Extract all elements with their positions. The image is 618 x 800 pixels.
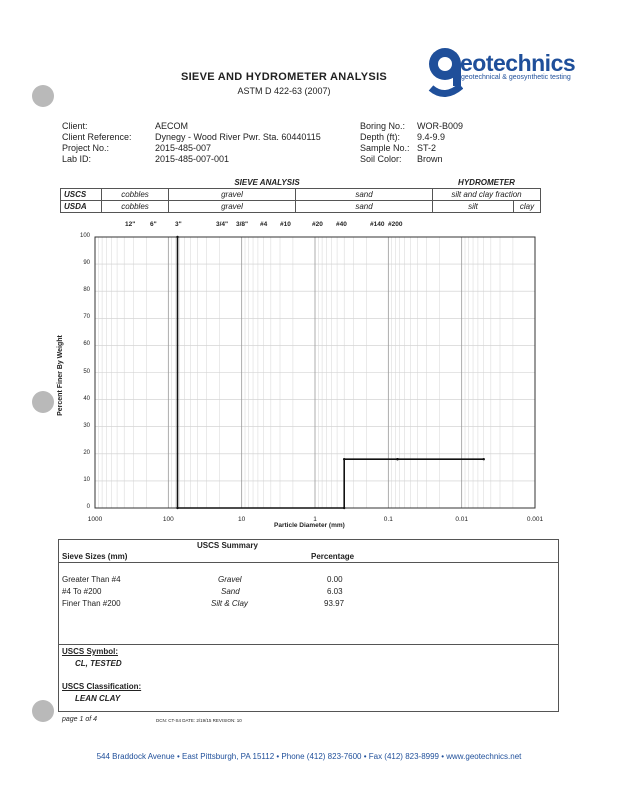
x-tick-label: 0.1 xyxy=(383,516,393,523)
y-axis-label: Percent Finer By Weight xyxy=(56,335,64,416)
summary-name-gravel: Gravel xyxy=(218,575,242,584)
uscs-symbol-heading: USCS Symbol: xyxy=(62,647,119,656)
data-point xyxy=(176,507,178,509)
uscs-sand: sand xyxy=(296,189,433,201)
company-footer: 544 Braddock Avenue • East Pittsburgh, PA 15112 • Phone (412) 823-7600 • Fax (412) 823-8999 • www.geotechnics.net xyxy=(96,752,522,761)
sieve-label-3-8in: 3/8" xyxy=(236,221,249,228)
y-tick-label: 100 xyxy=(79,233,90,239)
project-no-label: Project No.: xyxy=(62,143,110,153)
soil-color-label: Soil Color: xyxy=(360,154,402,164)
summary-pct-silt-clay: 93.97 xyxy=(324,599,345,608)
client-value: AECOM xyxy=(155,121,189,131)
uscs-summary-box xyxy=(58,539,559,645)
y-tick-label: 0 xyxy=(86,504,90,510)
summary-name-sand: Sand xyxy=(221,587,240,596)
uscs-classification-value: LEAN CLAY xyxy=(75,694,121,703)
uscs-label: USCS xyxy=(61,189,102,201)
summary-pct-gravel: 0.00 xyxy=(327,575,343,584)
x-axis-label: Particle Diameter (mm) xyxy=(274,522,345,529)
y-tick-label: 90 xyxy=(83,260,90,267)
uscs-symbol-value: CL, TESTED xyxy=(75,659,122,668)
y-tick-label: 80 xyxy=(83,287,90,294)
uscs-cobbles: cobbles xyxy=(102,189,169,201)
x-tick-label: 100 xyxy=(162,516,174,523)
sieve-label-6in: 6" xyxy=(150,221,157,228)
x-tick-label: 1 xyxy=(313,516,317,523)
data-point xyxy=(176,236,178,238)
y-tick-label: 70 xyxy=(83,314,90,321)
x-tick-label: 10 xyxy=(238,516,246,523)
chart-grid xyxy=(95,237,535,508)
uscs-summary-title: USCS Summary xyxy=(197,541,258,550)
summary-size-sand: #4 To #200 xyxy=(62,587,102,596)
sieve-label-3-4in: 3/4" xyxy=(216,221,229,228)
sieve-label-no4: #4 xyxy=(260,221,268,228)
lab-id-value: 2015-485-007-001 xyxy=(155,154,230,164)
usda-gravel: gravel xyxy=(169,201,296,213)
page-number: page 1 of 4 xyxy=(62,716,98,723)
punch-hole-bottom xyxy=(32,700,54,722)
sieve-label-no140: #140 xyxy=(370,221,385,228)
document-control: DCN: CT-S4 DATE: 2/19/15 REVISION: 10 xyxy=(156,718,242,723)
y-tick-label: 60 xyxy=(83,341,90,348)
data-point xyxy=(483,458,485,460)
uscs-silt-clay: silt and clay fraction xyxy=(433,189,541,201)
client-reference-value: Dynegy - Wood River Pwr. Sta. 60440115 xyxy=(155,132,321,142)
summary-size-silt-clay: Finer Than #200 xyxy=(62,599,121,608)
client-label: Client: xyxy=(62,121,88,131)
lab-id-label: Lab ID: xyxy=(62,154,92,164)
report-standard: ASTM D 422-63 (2007) xyxy=(237,86,331,96)
x-tick-label: 0.001 xyxy=(526,516,544,523)
sample-no-value: ST-2 xyxy=(417,143,437,153)
hydrometer-heading: HYDROMETER xyxy=(433,177,541,189)
summary-pct-sand: 6.03 xyxy=(327,587,343,596)
summary-size-gravel: Greater Than #4 xyxy=(62,575,121,584)
report-title: SIEVE AND HYDROMETER ANALYSIS xyxy=(180,71,388,83)
sieve-label-no40: #40 xyxy=(336,221,347,228)
uscs-classification-heading: USCS Classification: xyxy=(62,682,142,691)
sample-no-label: Sample No.: xyxy=(360,143,410,153)
depth-label: Depth (ft): xyxy=(360,132,401,142)
usda-label: USDA xyxy=(61,201,102,213)
depth-value: 9.4-9.9 xyxy=(417,132,446,142)
x-tick-label: 1000 xyxy=(87,516,103,523)
y-tick-label: 50 xyxy=(83,368,90,375)
y-tick-label: 10 xyxy=(83,476,90,483)
y-tick-label: 40 xyxy=(83,395,90,402)
soil-color-value: Brown xyxy=(417,154,443,164)
uscs-gravel: gravel xyxy=(169,189,296,201)
x-tick-label: 0.01 xyxy=(455,516,468,523)
client-reference-label: Client Reference: xyxy=(62,132,132,142)
percentage-header: Percentage xyxy=(311,552,355,561)
logo-tagline: geotechnical & geosynthetic testing xyxy=(461,74,571,81)
data-point xyxy=(343,458,345,460)
data-point xyxy=(396,458,398,460)
sieve-label-12in: 12" xyxy=(125,221,136,228)
boring-no-value: WOR-B009 xyxy=(417,121,464,131)
usda-cobbles: cobbles xyxy=(102,201,169,213)
usda-silt: silt xyxy=(433,201,514,213)
sieve-analysis-heading: SIEVE ANALYSIS xyxy=(102,177,433,189)
sieve-label-no10: #10 xyxy=(280,221,291,228)
project-no-value: 2015-485-007 xyxy=(155,143,212,153)
summary-divider xyxy=(58,562,558,563)
y-tick-label: 20 xyxy=(83,449,90,456)
sieve-label-no20: #20 xyxy=(312,221,323,228)
usda-clay: clay xyxy=(514,201,541,213)
sieve-label-no200: #200 xyxy=(388,221,403,228)
uscs-symbol-box xyxy=(58,643,559,712)
usda-sand: sand xyxy=(296,201,433,213)
y-tick-label: 30 xyxy=(83,422,90,429)
sieve-label-3in: 3" xyxy=(175,221,182,228)
boring-no-label: Boring No.: xyxy=(360,121,406,131)
summary-name-silt-clay: Silt & Clay xyxy=(211,599,248,608)
logo-wordmark: eotechnics xyxy=(460,50,576,76)
data-point xyxy=(343,507,345,509)
sieve-sizes-header: Sieve Sizes (mm) xyxy=(62,552,128,561)
